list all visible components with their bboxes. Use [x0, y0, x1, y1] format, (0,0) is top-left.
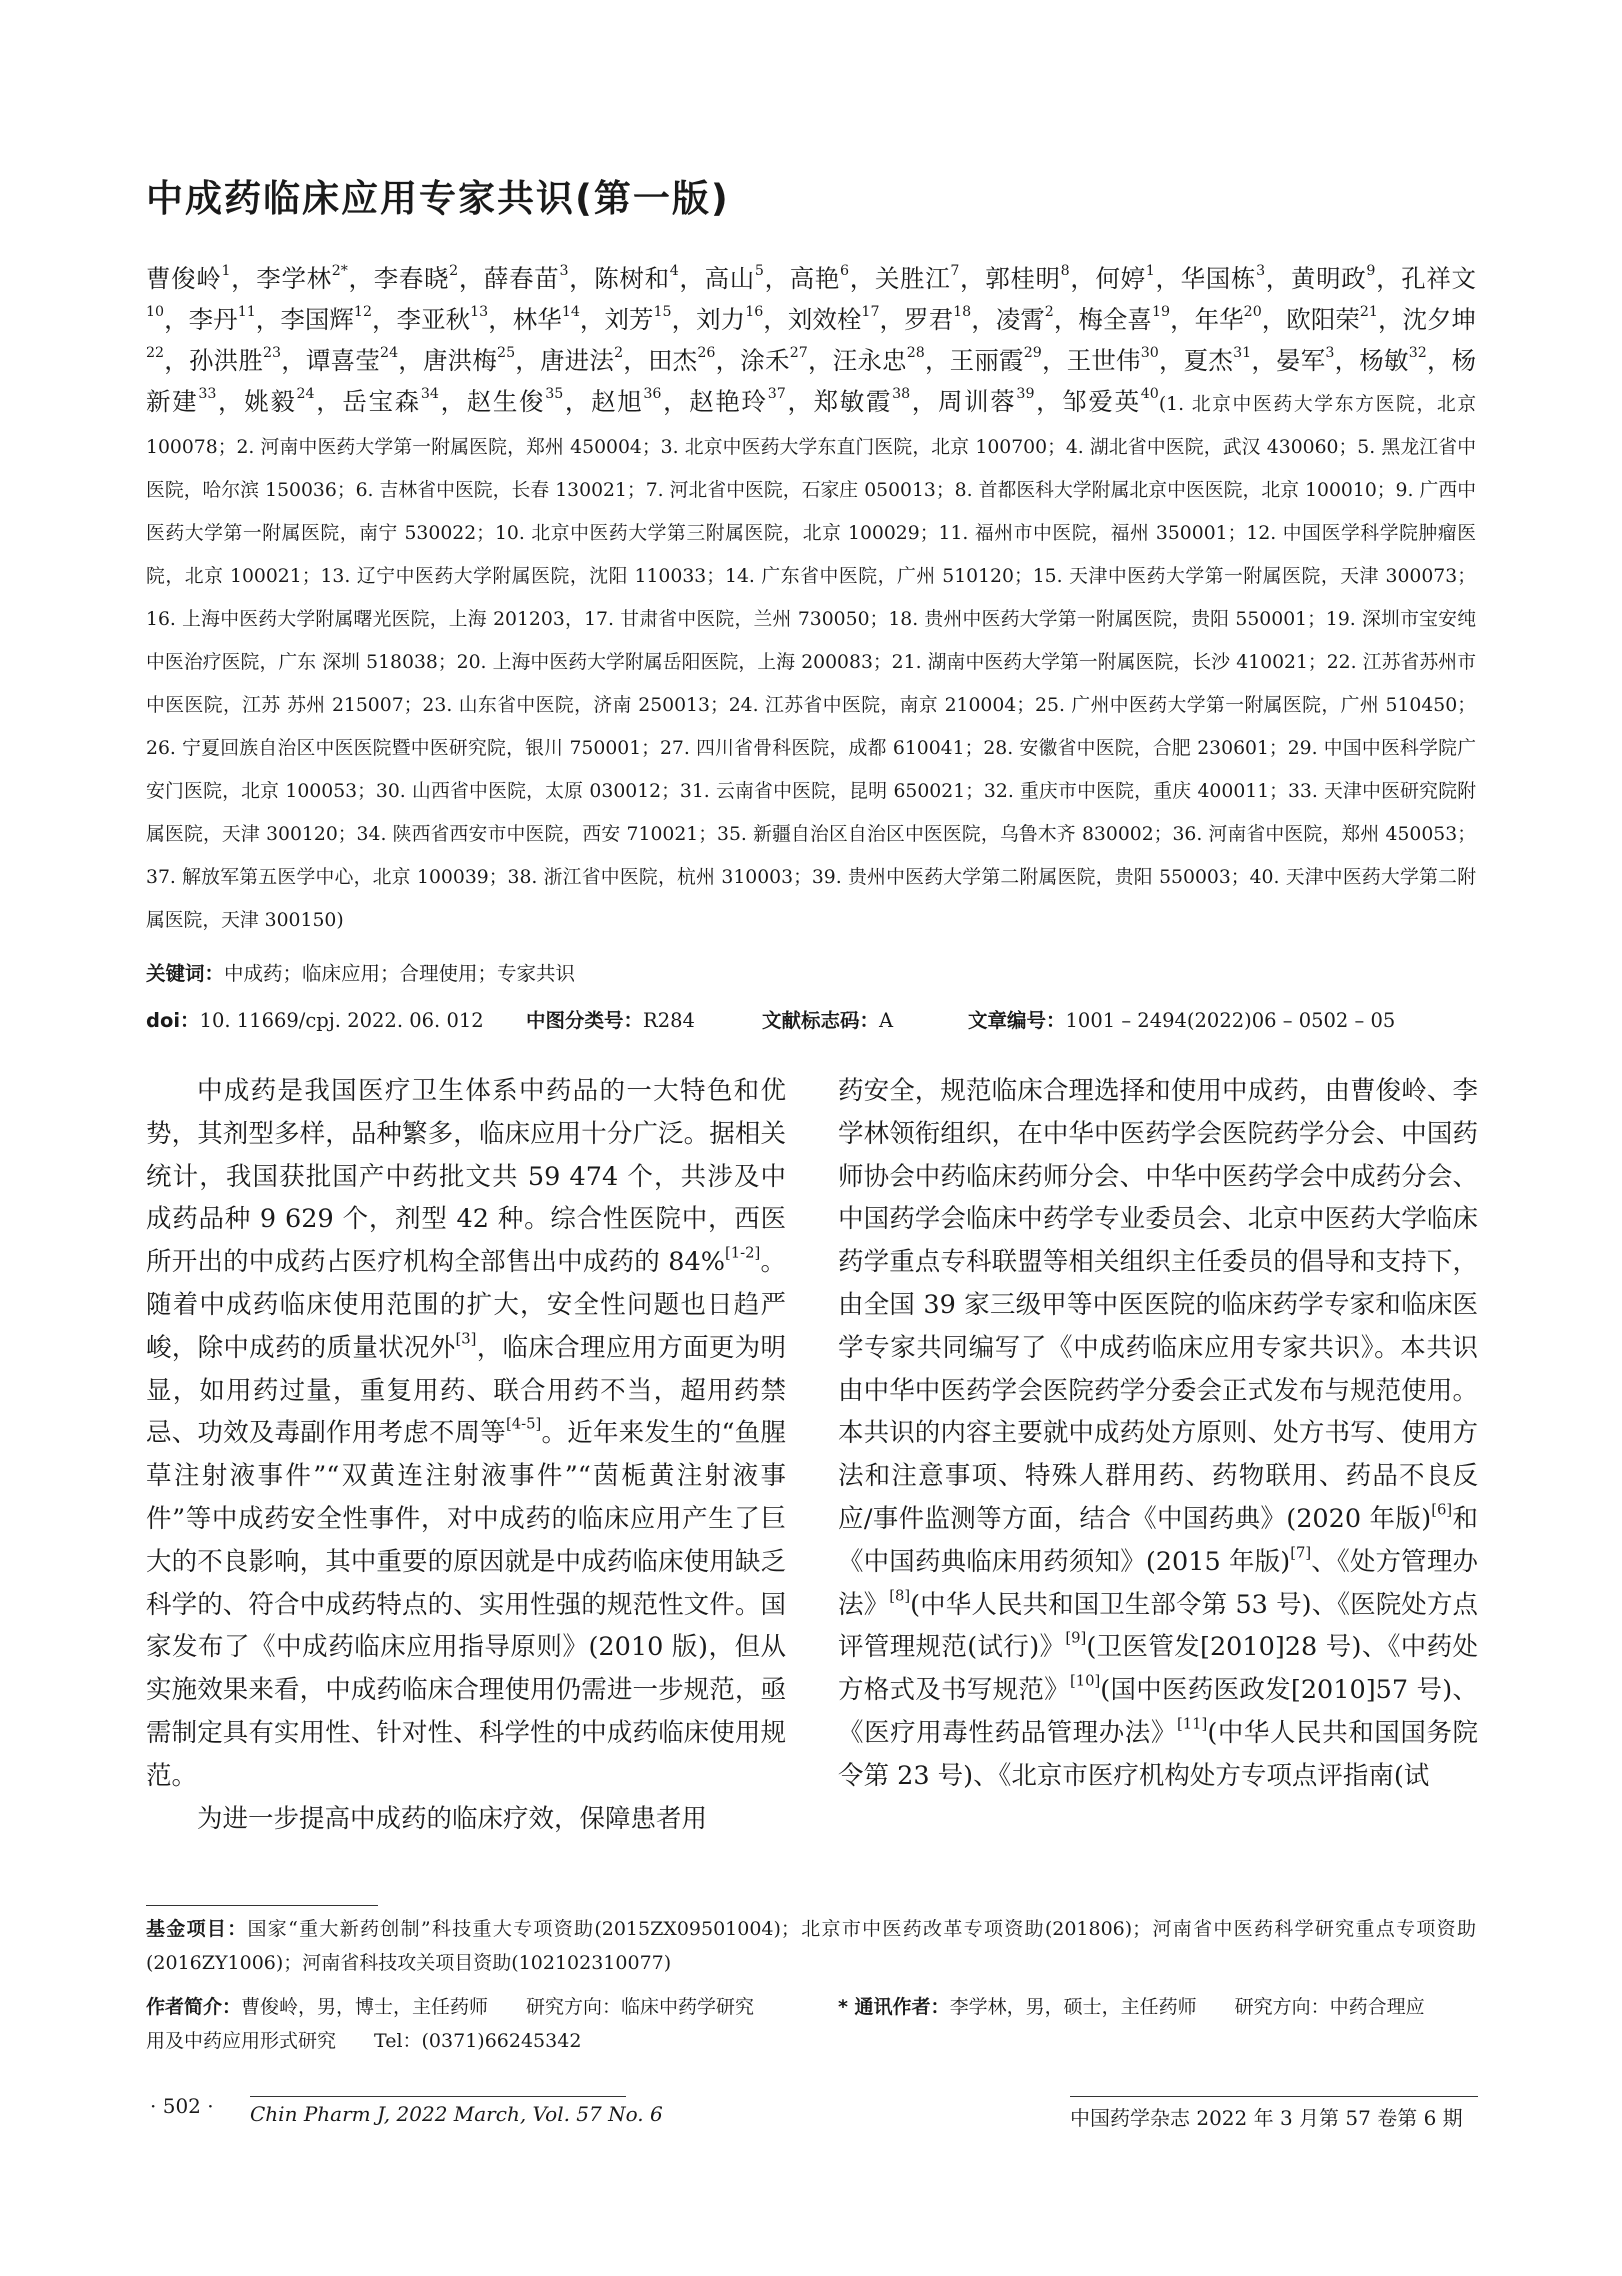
author-bio-label: 作者简介： — [146, 1996, 242, 2018]
keywords-label: 关键词： — [146, 962, 225, 985]
doi-label: doi： — [146, 1009, 200, 1032]
running-footer-rule-left — [250, 2096, 626, 2097]
corresponding-author — [838, 1990, 1478, 2024]
body-column-right: 药安全，规范临床合理选择和使用中成药，由曹俊岭、李学林领衔组织，在中华中医药学会医院药学分会、中国药师协会中药临床药师分会、中华中医药学会中成药分会、中国药学会临床中药学专业委员会、北京中医药大学临床药学重点专科联盟等相关组织主任委员的倡导和支持下，由全国 39 家三级甲等中医医院的临床药学专家和临床医学专家共同编写了《中成药临床应用专家共识》。本共识由中华中医药学会医院药学分委会正式发布与规范使用。本共识的内容主要就中成药处方原则、处方书写、使用方法和注意事项、特殊人群用药、药物联用、药品不良反应/事件监测等方面，结合《中国药典》(2020 年版)[6]和《中国药典临床用药须知》(2015 年版)[7]、《处方管理办法》[8](中华人民共和国卫生部令第 53 号)、《医院处方点评管理规范(试行)》[9](卫医管发[2010]28 号)、《中药处方格式及书写规范》[10](国中医药医政发[2010]57 号)、《医疗用毒性药品管理办法》[11](中华人民共和国国务院令第 23 号)、《北京市医疗机构处方专项点评指南(试 — [838, 1076, 1478, 1791]
article-title: 中成药临床应用专家共识(第一版) — [146, 177, 730, 220]
author-block — [146, 258, 1476, 940]
doc-code-label: 文献标志码： — [762, 1009, 880, 1032]
running-footer-chinese: 中国药学杂志 2022 年 3 月第 57 卷第 6 期 — [1070, 2106, 1463, 2130]
doc-code-value: A — [879, 1009, 894, 1032]
doi — [146, 1005, 484, 1033]
author-list: 曹俊岭$^1$，李学林$^{2*}$，李春晓$^2$，薛春苗$^3$，陈树和$^4$，高山$^5$，高艳$^6$，关胜江$^7$，郭桂明$^8$，何婷$^1$，华国栋$^3$，黄明政$^9$，孔祥文$^{10}$，李丹$^{11}$，李国辉$^{12}$，李亚秋$^{13}$，林华$^{14}$，刘芳$^{15}$，刘力$^{16}$，刘效栓$^{17}$，罗君$^{18}$，凌霄$^2$，梅全喜$^{19}$，年华$^{20}$，欧阳荣$^{21}$，沈夕坤$^{22}$，孙洪胜$^{23}$，谭喜莹$^{24}$，唐洪梅$^{25}$，唐进法$^2$，田杰$^{26}$，涂禾$^{27}$，汪永忠$^{28}$，王丽霞$^{29}$，王世伟$^{30}$，夏杰$^{31}$，晏军$^3$，杨敏$^{32}$，杨新建$^{33}$，姚毅$^{24}$，岳宝森$^{34}$，赵生俊$^{35}$，赵旭$^{36}$，赵艳玲$^{37}$，郑敏霞$^{38}$，周训蓉$^{39}$，邹爱英$^{40}$ — [146, 262, 1477, 416]
article-number — [968, 1005, 1395, 1033]
article-number-label: 文章编号： — [968, 1009, 1066, 1032]
clc-number — [526, 1005, 695, 1033]
fund-footnote — [146, 1912, 1476, 1980]
clc-value: R284 — [643, 1009, 695, 1032]
running-footer-rule-right — [1070, 2096, 1478, 2097]
keywords-value: 中成药；临床应用；合理使用；专家共识 — [224, 962, 576, 985]
clc-label: 中图分类号： — [526, 1009, 644, 1032]
corresponding-text: 李学林，男，硕士，主任药师 研究方向：中药合理应 — [949, 1996, 1425, 2018]
article-number-value: 1001 – 2494(2022)06 – 0502 – 05 — [1065, 1009, 1396, 1032]
body-column-left: 中成药是我国医疗卫生体系中药品的一大特色和优势，其剂型多样，品种繁多，临床应用十分广泛。据相关统计，我国获批国产中药批文共 59 474 个，共涉及中成药品种 9 629 个，剂型 42 种。综合性医院中，西医所开出的中成药占医疗机构全部售出中成药的 84%[1-2]。随着中成药临床使用范围的扩大，安全性问题也日趋严峻，除中成药的质量状况外[3]，临床合理应用方面更为明显，如用药过量，重复用药、联合用药不当，超用药禁忌、功效及毒副作用考虑不周等[4-5]。近年来发生的“鱼腥草注射液事件”“双黄连注射液事件”“茵栀黄注射液事件”等中成药安全性事件，对中成药的临床应用产生了巨大的不良影响，其中重要的原因就是中成药临床使用缺乏科学的、符合中成药特点的、实用性强的规范性文件。国家发布了《中成药临床应用指导原则》(2010 版)，但从实施效果来看，中成药临床合理使用仍需进一步规范，亟需制定具有实用性、针对性、科学性的中成药临床使用规范。 为进一步提高中成药的临床疗效，保障患者用 — [146, 1076, 786, 1834]
doi-value: 10. 11669/cpj. 2022. 06. 012 — [199, 1009, 484, 1032]
affiliations: (1. 北京中医药大学东方医院，北京 100078；2. 河南中医药大学第一附属医院，郑州 450004；3. 北京中医药大学东直门医院，北京 100700；4. 湖北省中医院，武汉 430060；5. 黑龙江省中医院，哈尔滨 150036；6. 吉林省中医院，长春 130021；7. 河北省中医院，石家庄 050013；8. 首都医科大学附属北京中医医院，北京 100010；9. 广西中医药大学第一附属医院，南宁 530022；10. 北京中医药大学第三附属医院，北京 100029；11. 福州市中医院，福州 350001；12. 中国医学科学院肿瘤医院，北京 100021；13. 辽宁中医药大学附属医院，沈阳 110033；14. 广东省中医院，广州 510120；15. 天津中医药大学第一附属医院，天津 300073；16. 上海中医药大学附属曙光医院，上海 201203，17. 甘肃省中医院，兰州 730050；18. 贵州中医药大学第一附属医院，贵阳 550001；19. 深圳市宝安纯中医治疗医院，广东 深圳 518038；20. 上海中医药大学附属岳阳医院，上海 200083；21. 湖南中医药大学第一附属医院，长沙 410021；22. 江苏省苏州市中医医院，江苏 苏州 215007；23. 山东省中医院，济南 250013；24. 江苏省中医院，南京 210004；25. 广州中医药大学第一附属医院，广州 510450；26. 宁夏回族自治区中医医院暨中医研究院，银川 750001；27. 四川省骨科医院，成都 610041；28. 安徽省中医院，合肥 230601；29. 中国中医科学院广安门医院，北京 100053；30. 山西省中医院，太原 030012；31. 云南省中医院，昆明 650021；32. 重庆市中医院，重庆 400011；33. 天津中医研究院附属医院，天津 300120；34. 陕西省西安市中医院，西安 710021；35. 新疆自治区自治区中医医院，乌鲁木齐 830002；36. 河南省中医院，郑州 450053；37. 解放军第五医学中心，北京 100039；38. 浙江省中医院，杭州 310003；39. 贵州中医药大学第二附属医院，贵阳 550003；40. 天津中医药大学第二附属医院，天津 300150) — [146, 394, 1477, 931]
page-number: · 502 · — [150, 2094, 214, 2118]
footnote-divider — [146, 1905, 378, 1906]
fund-text: 国家“重大新药创制”科技重大专项资助(2015ZX09501004)；北京市中医药改革专项资助(201806)；河南省中医药科学研究重点专项资助(2016ZY1006)；河南省科技攻关项目资助(102102310077) — [146, 1918, 1476, 1974]
corresponding-label: * 通讯作者： — [838, 1996, 950, 2018]
running-footer-english: Chin Pharm J, 2022 March, Vol. 57 No. 6 — [250, 2102, 663, 2126]
fund-label: 基金项目： — [146, 1918, 248, 1940]
keywords — [146, 958, 575, 986]
author-bio — [146, 1990, 806, 2024]
author-bio-continuation: 用及中药应用形式研究 Tel：(0371)66245342 — [146, 2030, 582, 2052]
author-bio-text: 曹俊岭，男，博士，主任药师 研究方向：临床中药学研究 — [241, 1996, 755, 2018]
document-code — [762, 1005, 893, 1033]
